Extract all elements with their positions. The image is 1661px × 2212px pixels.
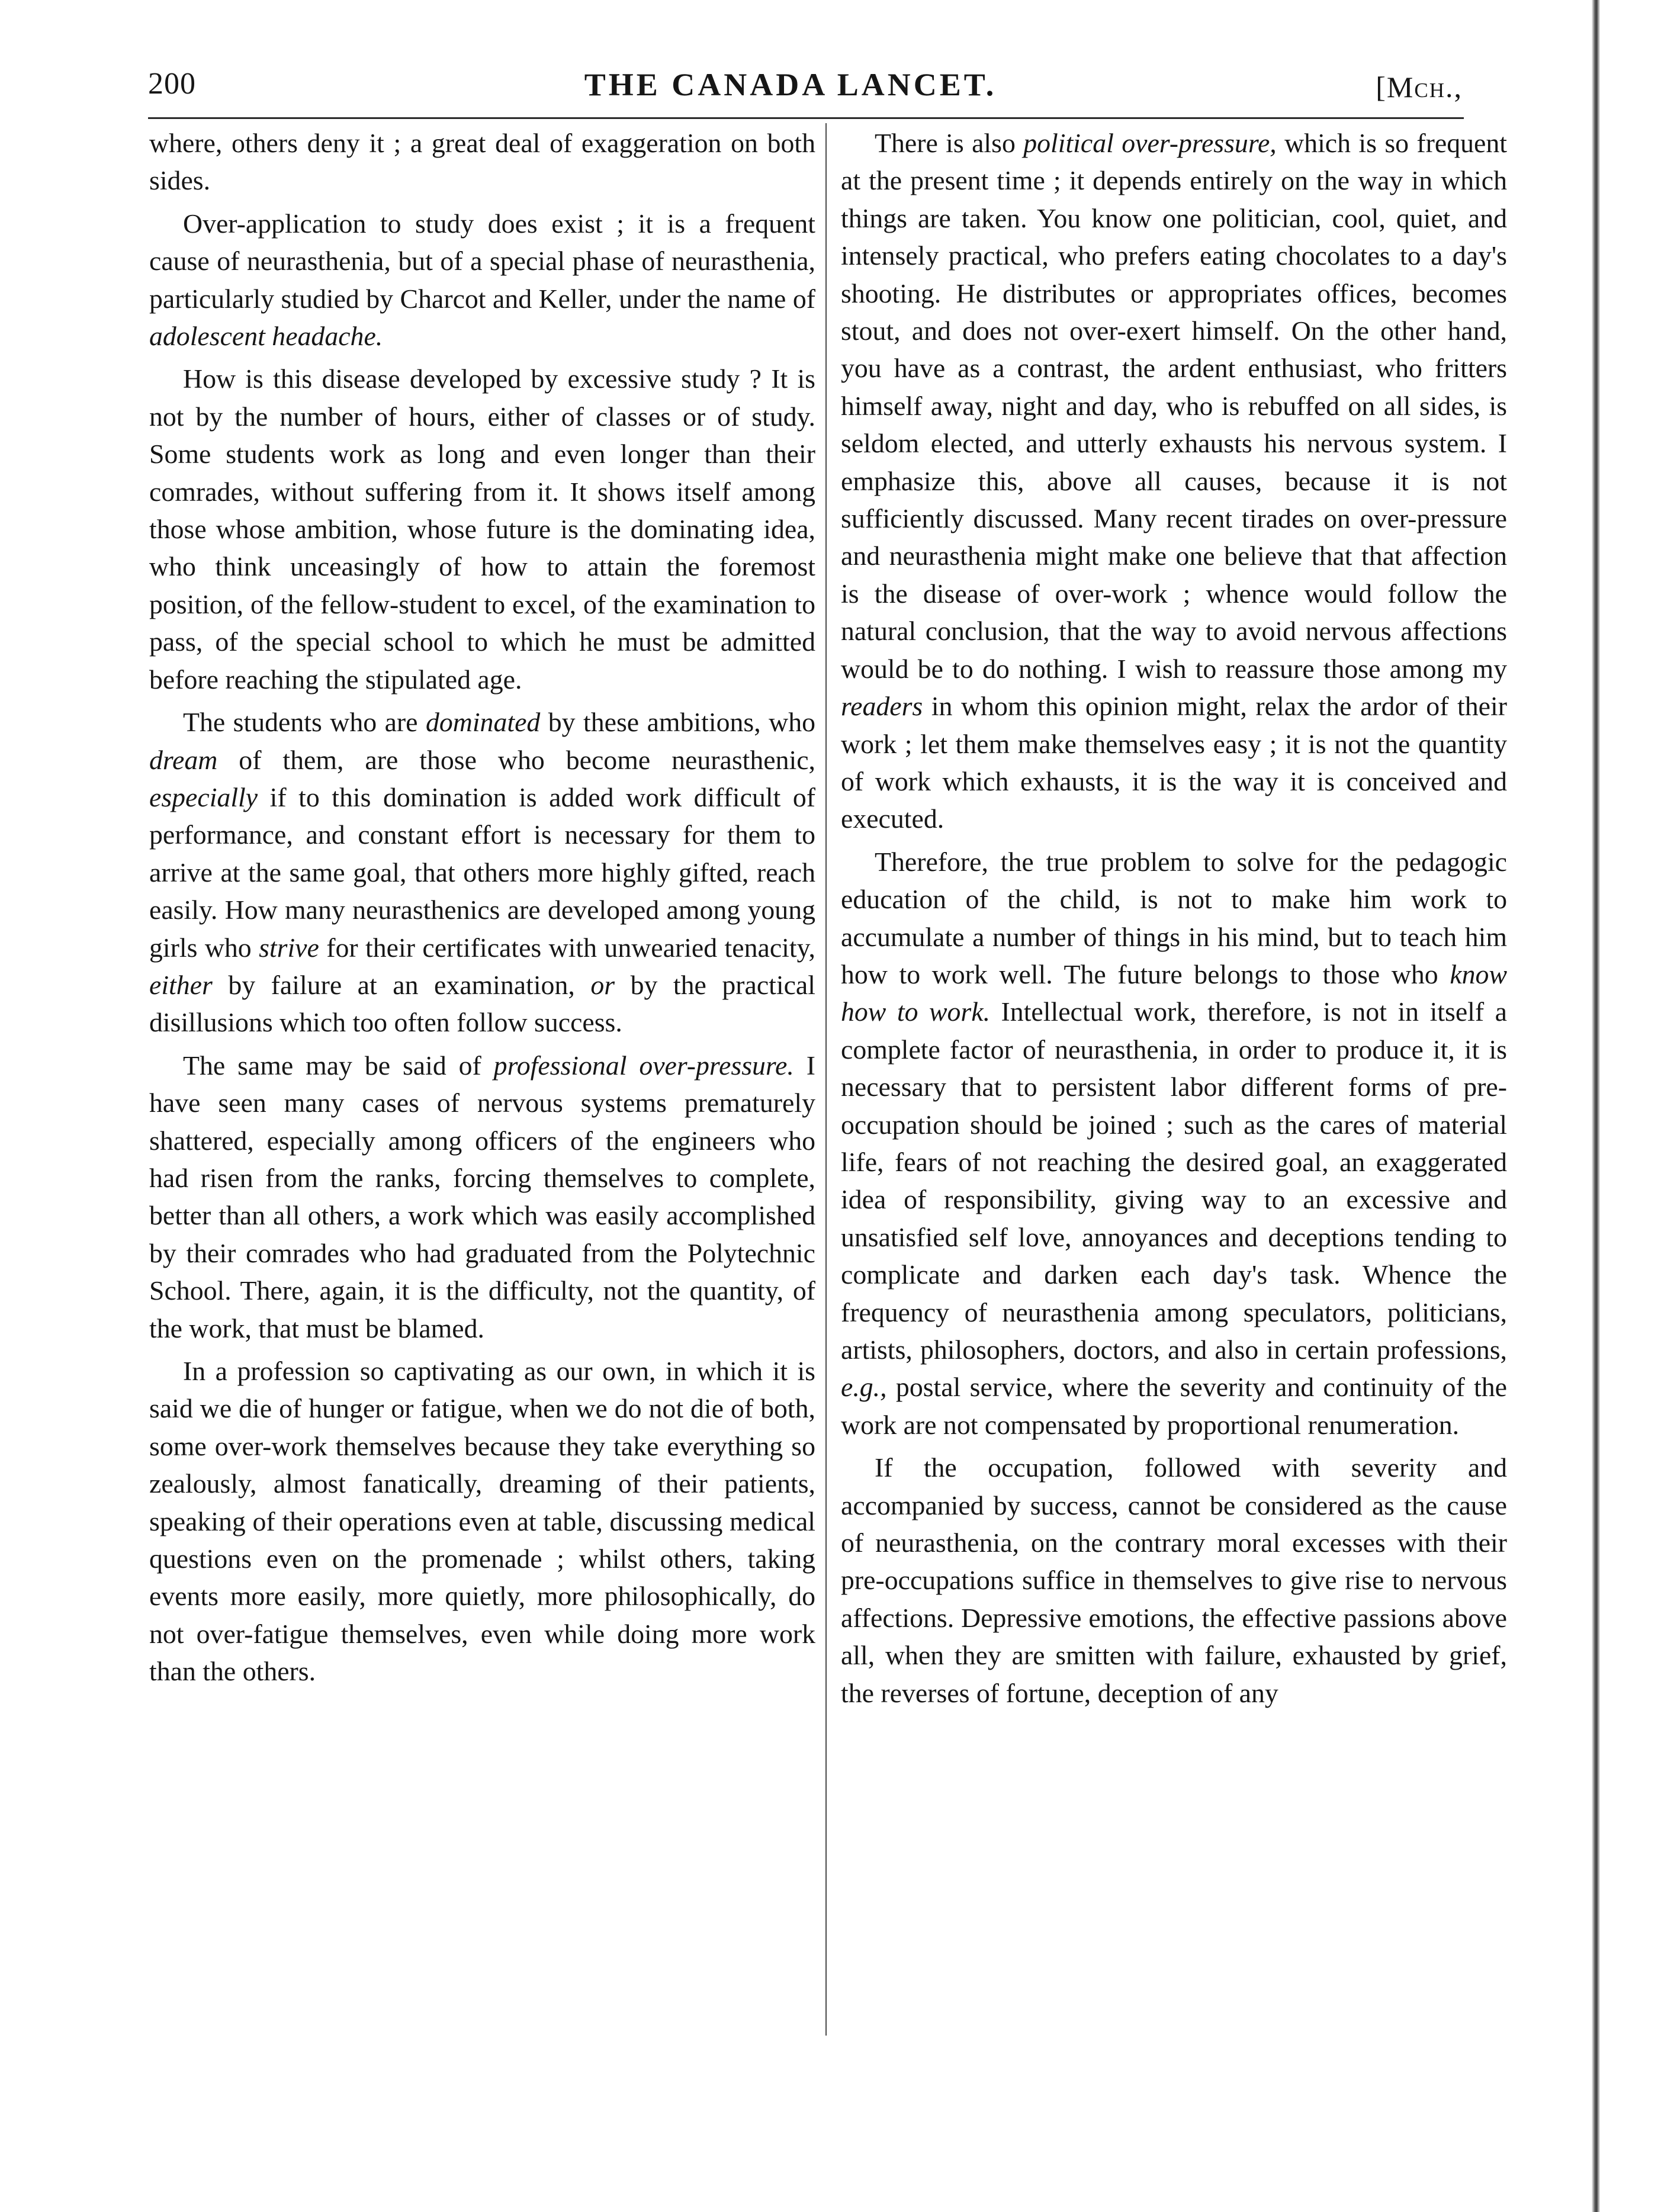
paragraph: Over-application to study does exist ; it is a frequent cause of neurasthenia, but of a special phase of neurasthenia, particularly studied by Charcot and Keller, under the name of adolescent headache.	[149, 208, 815, 352]
paragraph: The students who are dominated by these ambitions, who dream of them, are those who become neurasthenic, especially if to this domination is added work difficult of performance, and constant effort is necessary for them to arrive at the same goal, that others more highly gifted, reach easily. How many neurasthenics are developed among young girls who strive for their certificates with unwearied tenacity, either by failure at an examination, or by the practical disillusions which too often follow success.	[149, 707, 816, 1038]
paragraph: Therefore, the true problem to solve for the pedagogic education of the child, is not to make him work to accumulate a number of things in his mind, but to teach him how to work well. The future belongs to those who know how to work. Intellectual work, therefore, is not in itself a complete factor of neurasthenia, in order to produce it, it is necessary that to persistent labor different forms of pre-occupation should be joined ; such as the cares of material life, fears of not reaching the desired goal, an exaggerated idea of responsibility, giving way to an excessive and unsatisfied self love, annoyances and deceptions tending to complicate and darken each day's task. Whence the frequency of neurasthenia among speculators, politicians, artists, philosophers, doctors, and also in certain professions, e.g., postal service, where the severity and continuity of the work are not compensated by proportional renumeration.	[841, 846, 1507, 1440]
running-header	[148, 66, 1463, 120]
paragraph: where, others deny it ; a great deal of exaggeration on both sides.	[149, 128, 815, 196]
paragraph: How is this disease developed by excessive study ? It is not by the number of hours, either of classes or of study. Some students work as long and even longer than their comrades, without suffering from it. It shows itself among those whose ambition, whose future is the dominating idea, who think unceasingly of how to attain the foremost position, of the fellow-student to excel, of the examination to pass, of the special school to which he must be admitted before reaching the stipulated age.	[149, 364, 815, 695]
column-divider	[825, 123, 827, 2036]
page-number: 200	[148, 67, 196, 101]
paragraph: There is also political over-pressure, which is so frequent at the present time ; it depends entirely on the way in which things are taken. You know one politician, cool, quiet, and intensely practical, who prefers eating chocolates to a day's shooting. He distributes or appropriates offices, becomes stout, and does not over-exert himself. On the other hand, you have as a contrast, the ardent enthusiast, who fritters himself away, night and day, who is rebuffed on all sides, is seldom elected, and utterly exhausts his nervous system. I emphasize this, above all causes, because it is not sufficiently discussed. Many recent tirades on over-pressure and neurasthenia might make one believe that that affection is the disease of over-work ; whence would follow the natural conclusion, that the way to avoid nervous affections would be to do nothing. I wish to reassure those among my readers in whom this opinion might, relax the ardor of their work ; let them make themselves easy ; it is not the quantity of work which exhausts, it is the way it is conceived and executed.	[841, 128, 1507, 834]
paragraph: The same may be said of professional over-pressure. I have seen many cases of nervous systems prematurely shattered, especially among officers of the engineers who had risen from the ranks, forcing themselves to complete, better than all others, a work which was easily accomplished by their comrades who had graduated from the Polytechnic School. There, again, it is the difficulty, not the quantity, of the work, that must be blamed.	[149, 1050, 815, 1343]
paragraph: In a profession so captivating as our own, in which it is said we die of hunger or fatigue, when we do not die of both, some over-work themselves because they take everything so zealously, almost fanatically, dreaming of their patients, speaking of their operations even at table, discussing medical questions even on the promenade ; whilst others, taking events more easily, more quietly, more philosophically, do not over-fatigue themselves, even while doing more work than the others.	[149, 1356, 815, 1687]
header-rule	[148, 117, 1464, 119]
issue-month: [Mch.,	[1376, 70, 1463, 104]
left-column	[149, 124, 815, 1690]
paragraph: If the occupation, followed with severity and accompanied by success, cannot be considered as the cause of neurasthenia, on the contrary moral excesses with their pre-occupations suffice in themselves to give rise to nervous affections. Depressive emotions, the effective passions above all, when they are smitten with failure, exhausted by grief, the reverses of fortune, deception of any	[841, 1452, 1507, 1708]
page-edge-shadow	[1592, 0, 1600, 2212]
journal-title: THE CANADA LANCET.	[584, 67, 997, 102]
right-column	[841, 124, 1507, 1712]
